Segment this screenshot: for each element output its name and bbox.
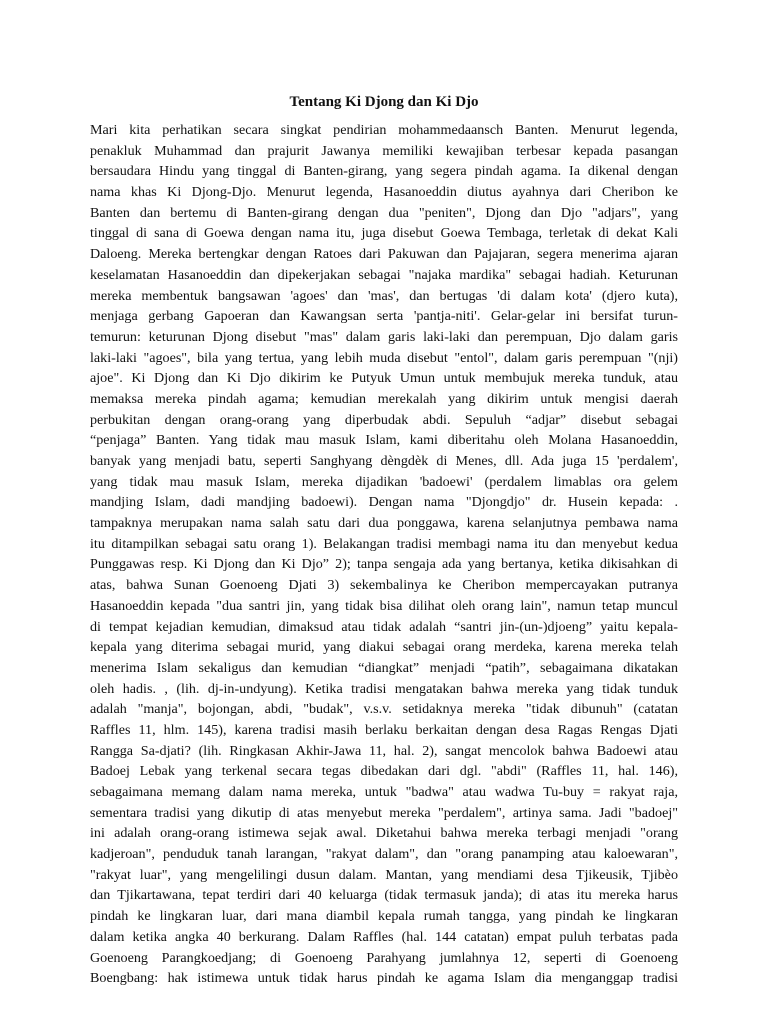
body-text-line: kepala yang diterima sebagai murid, yang diakui sebagai orang merdeka, karena mereka telah xyxy=(90,639,678,656)
body-text-line: mandjing Islam, dadi mandjing badoewi). Dengan nama "Djongdjo" dr. Husein kepada: . xyxy=(90,494,678,511)
body-text-line: dalam ketika angka 40 berkurang. Dalam Raffles (hal. 144 catatan) empat puluh terbatas pada xyxy=(90,928,678,945)
body-text-line: kadjeroan", penduduk tanah larangan, "rakyat dalam", dan "orang panamping atau kaloewaran", xyxy=(90,846,678,863)
body-text-line: Rangga Sa-djati? (lih. Ringkasan Akhir-Jawa 11, hal. 2), sangat mencolok bahwa Badoewi atau xyxy=(90,742,678,759)
body-text-line: adalah "manja", bojongan, abdi, "budak", v.s.v. setidaknya mereka "tidak dibunuh" (catatan xyxy=(90,701,678,718)
body-text-line: sebagaimana memang dalam nama mereka, untuk "badwa" atau wadwa Tu-buy = rakyat raja, xyxy=(90,784,678,800)
body-text-line: Mari kita perhatikan secara singkat pendirian mohammedaansch Banten. Menurut legenda, xyxy=(90,122,678,138)
body-text-line: temurun: keturunan Djong disebut "mas" dalam garis laki-laki dan perempuan, Djo dalam garis xyxy=(90,328,678,345)
body-text-line: perbukitan dengan orang-orang yang diperbudak abdi. Sepuluh “adjar” disebut sebagai xyxy=(90,411,678,428)
body-text-line: tinggal di sana di Goewa dengan nama itu, juga disebut Goewa Tembaga, terletak di dekat Kali xyxy=(90,225,678,242)
body-text-line: yang tidak mau masuk Islam, mereka dijadikan 'badoewi' (perdalem limablas ora gelem xyxy=(90,473,678,490)
body-text-line: mereka membentuk bangsawan 'agoes' dan 'mas', dan bertugas 'di dalam kota' (djero kuta), xyxy=(90,287,678,304)
body-text-line: di tempat kejadian kemudian, dimaksud atau tidak adalah “santri jin-(un-)djoeng” yaitu kepala- xyxy=(90,618,678,635)
body-text-line: pindah ke lingkaran luar, dari mana diambil kepala rumah tangga, yang pindah ke lingkaran xyxy=(90,908,678,925)
body-text-line: keselamatan Hasanoeddin dan dipekerjakan sebagai "najaka mardika" sebagai hadiah. Keturunan xyxy=(90,266,678,283)
body-text-line: itu ditampilkan sebagai satu orang 1). Belakangan tradisi membagi nama itu dan menyebut kedua xyxy=(90,535,678,552)
body-text-line: ini adalah orang-orang istimewa sejak awal. Diketahui bahwa mereka terbagi menjadi "orang xyxy=(90,825,678,842)
body-text-line: Punggawas resp. Ki Djong dan Ki Djo” 2); tanpa sengaja ada yang bertanya, ketika dikisahkan di xyxy=(90,556,678,573)
body-text-line: Boengbang: hak istimewa untuk tidak harus pindah ke agama Islam dia menganggap tradisi xyxy=(90,970,678,987)
body-text-line: “penjaga” Banten. Yang tidak mau masuk Islam, kami diberitahu oleh Molana Hasanoeddin, xyxy=(90,432,678,449)
body-text-line: Hasanoeddin kepada "dua santri jin, yang tidak bisa dilihat oleh orang lain", namun tetap muncul xyxy=(90,597,678,614)
body-text-line: Banten dan bertemu di Banten-girang dengan dua "peniten", Djong dan Djo "adjars", yang xyxy=(90,204,678,221)
body-text-line: Goenoeng Parangkoedjang; di Goenoeng Parahyang jumlahnya 12, seperti di Goenoeng xyxy=(90,949,678,966)
body-text-line: atas, bahwa Sunan Goenoeng Djati 3) sekembalinya ke Cheribon mempercayakan putranya xyxy=(90,577,678,594)
body-text-line: oleh hadis. , (lih. dj-in-undyung). Ketika tradisi mengatakan bahwa mereka yang tidak tunduk xyxy=(90,680,678,697)
body-text-line: menjaga gerbang Gapoeran dan Kawangsan serta 'pantja-niti'. Gelar-gelar ini bersifat turun- xyxy=(90,308,678,325)
document-title: Tentang Ki Djong dan Ki Djo xyxy=(289,94,479,110)
body-text-line: laki-laki "agoes", bila yang tertua, yang lebih muda disebut "entol", dalam garis perempuan "(nji) xyxy=(90,349,678,366)
body-text-line: penakluk Muhammad dan prajurit Jawanya memiliki kewajiban terbesar kepada pasangan xyxy=(90,142,678,159)
body-text-line: banyak yang menjadi batu, seperti Sanghyang dèngdèk di Menes, dll. Ada juga 15 'perdalem', xyxy=(90,453,678,469)
body-text-line: "rakyat luar", yang mengelilingi dusun dalam. Mantan, yang mendiami desa Tjikeusik, Tjibèo xyxy=(90,866,678,883)
body-text-line: Badoej Lebak yang terkenal secara tegas dibedakan dari dgl. "abdi" (Raffles 11, hal. 146), xyxy=(90,763,678,780)
body-text-line: Daloeng. Mereka bertengkar dengan Ratoes dari Pakuwan dan Pajajaran, segera menerima ajaran xyxy=(90,246,678,263)
body-text-line: memaksa mereka pindah agama; kemudian merekalah yang dikirim untuk mengisi daerah xyxy=(90,390,678,407)
body-text-line: ajoe". Ki Djong dan Ki Djo dikirim ke Putyuk Umun untuk membujuk mereka tunduk, atau xyxy=(90,370,678,387)
body-text-line: menerima Islam sekaligus dan kemudian “diangkat” menjadi “patih”, sebagaimana dikatakan xyxy=(90,659,678,676)
body-text-line: dan Tjikartawana, tepat terdiri dari 40 keluarga (tidak termasuk janda); di atas itu mereka harus xyxy=(90,887,678,904)
body-text-line: tampaknya merupakan nama salah satu dari dua ponggawa, karena selanjutnya pembawa nama xyxy=(90,515,678,532)
body-text-line: Raffles 11, hlm. 145), karena tradisi masih berlaku berkaitan dengan desa Ragas Rengas Djati xyxy=(90,721,678,738)
document-body xyxy=(90,120,678,989)
body-text-line: sementara tradisi yang dikutip di atas menyebut mereka "perdalem", artinya sama. Jadi "badoej" xyxy=(90,804,678,821)
body-text-line: nama khas Ki Djong-Djo. Menurut legenda, Hasanoeddin diutus ayahnya dari Cheribon ke xyxy=(90,184,678,201)
body-text-line: bersaudara Hindu yang tinggal di Banten-girang, yang segera pindah agama. Ia dikenal dengan xyxy=(90,163,678,180)
